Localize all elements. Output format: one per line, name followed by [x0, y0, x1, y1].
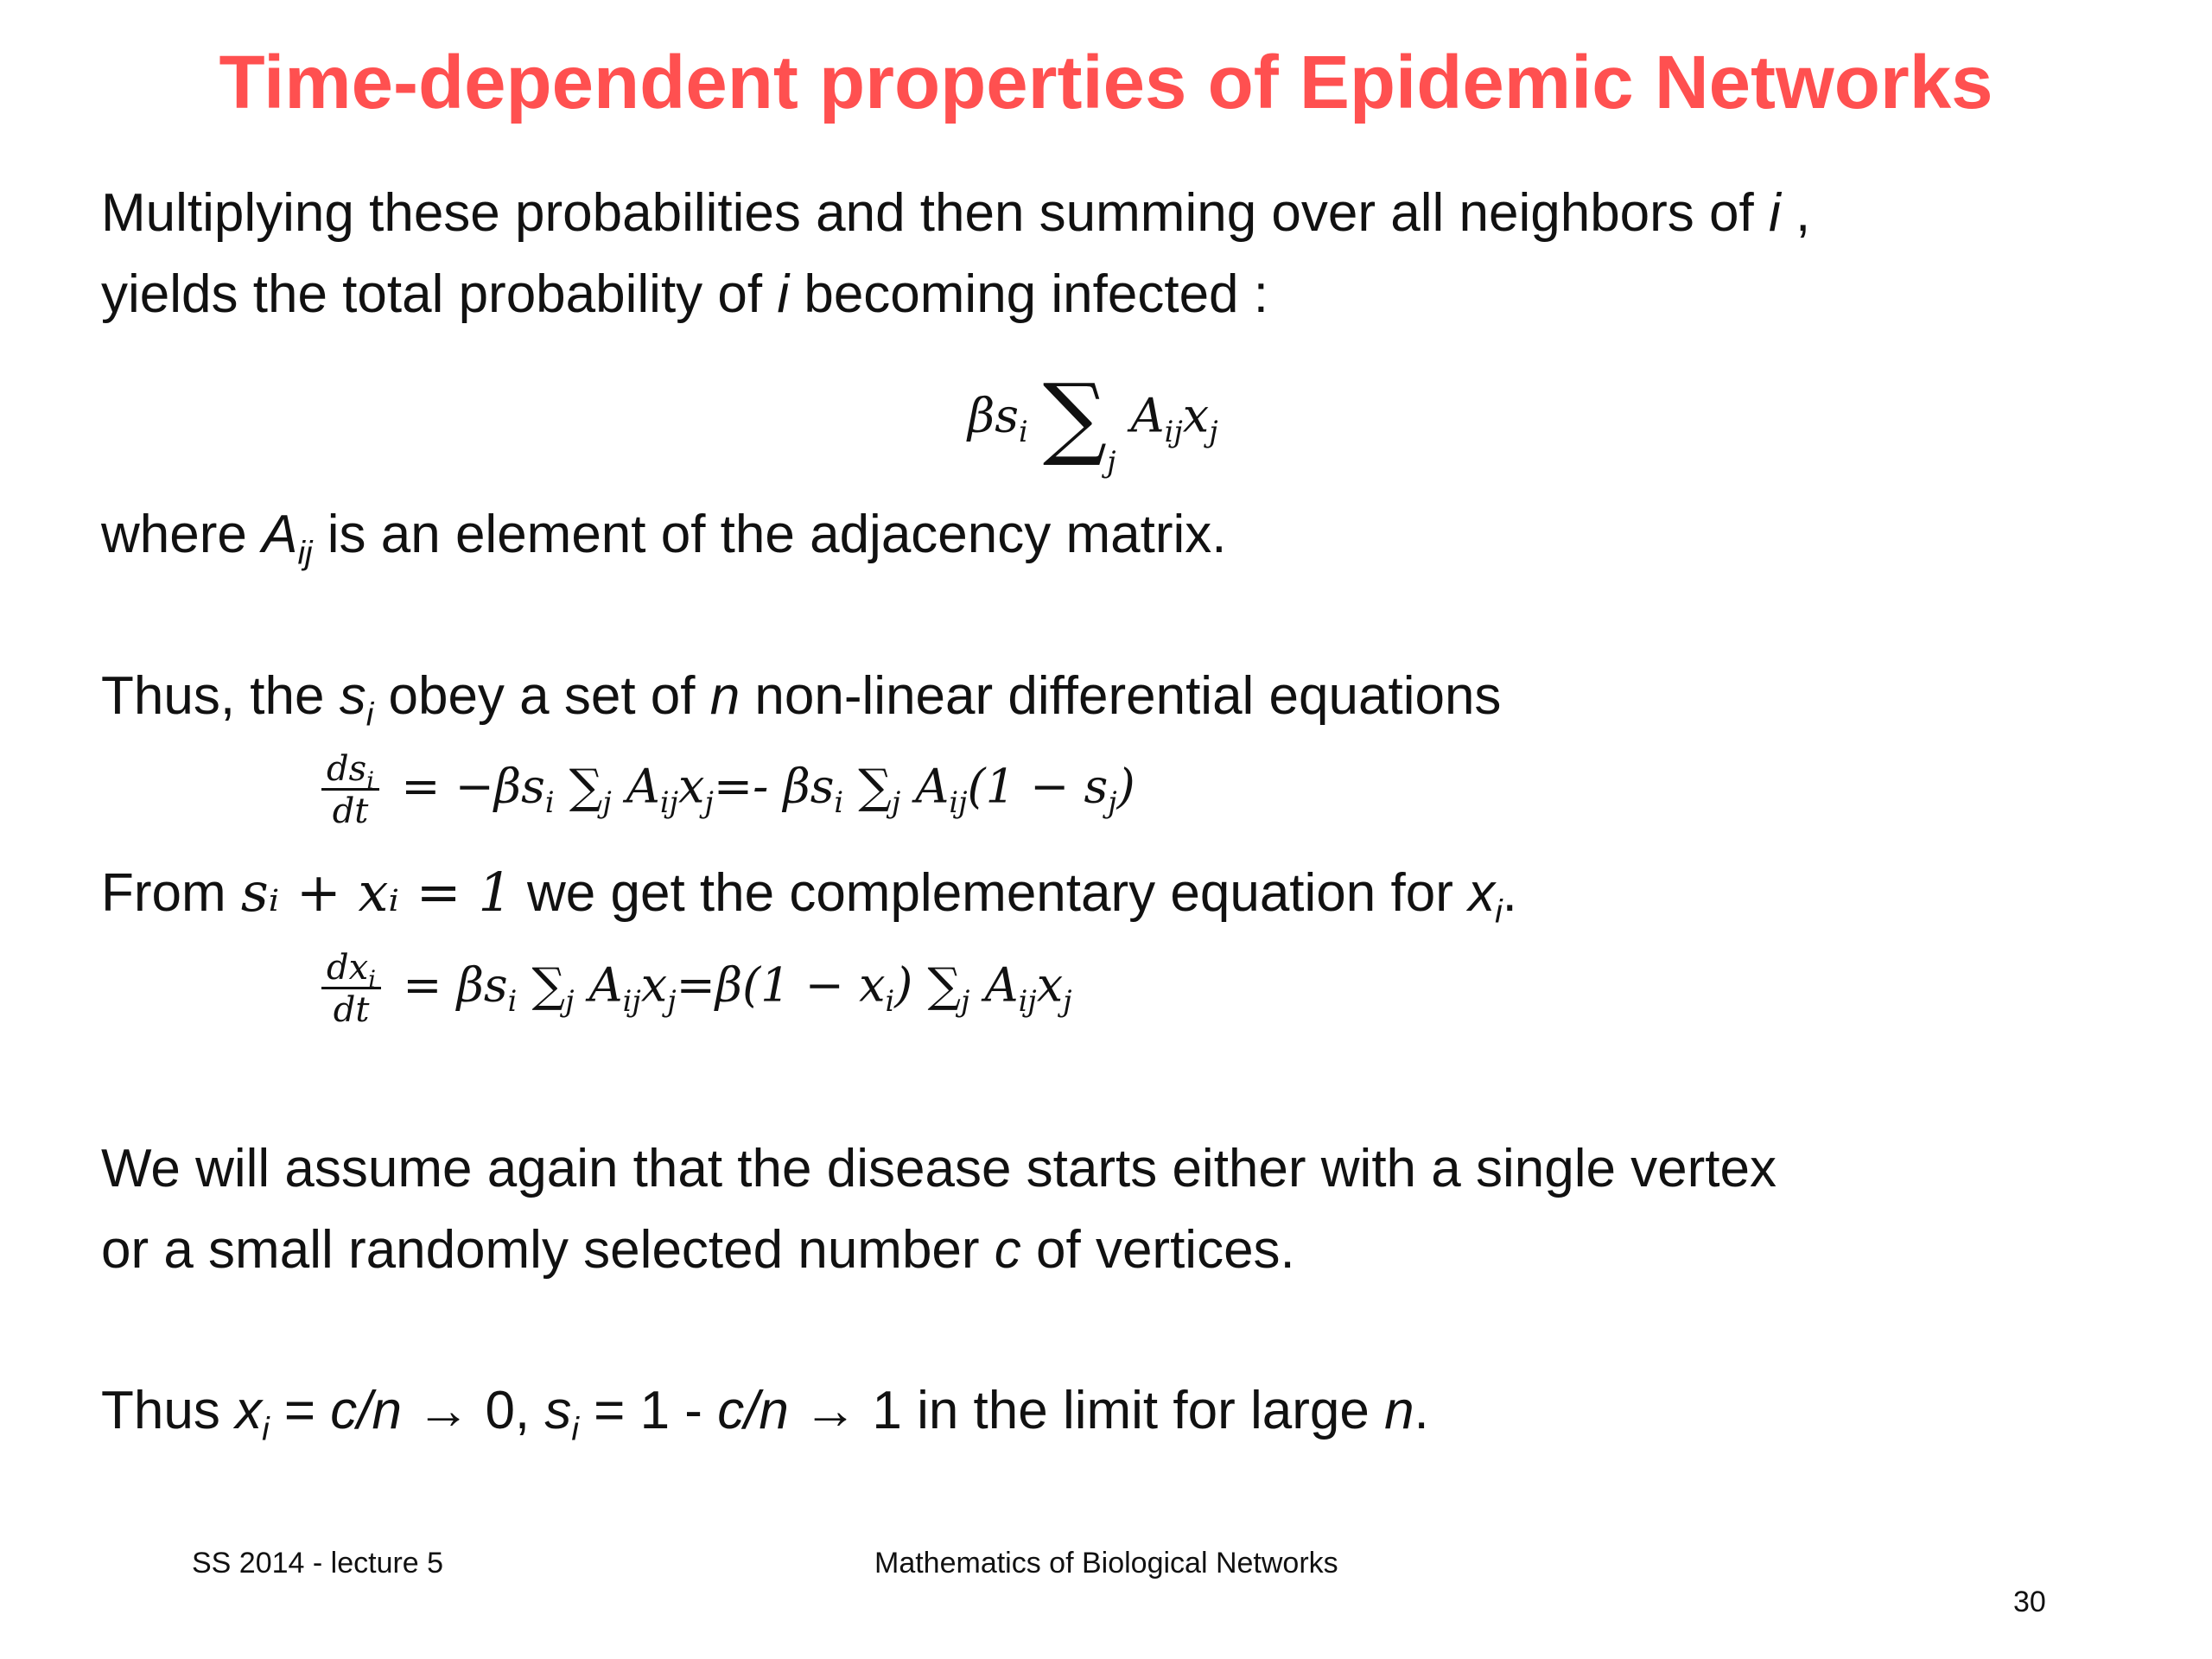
eq-subscript: j — [667, 984, 677, 1019]
eq-subscript: j — [961, 984, 970, 1019]
italic-var: n — [709, 666, 741, 726]
eq-subscript: j — [565, 984, 575, 1019]
paragraph-line-1 — [101, 183, 1811, 243]
text-run: Thus — [101, 1381, 236, 1440]
eq-term: = −βs — [386, 759, 545, 814]
text-run: = 1 - — [578, 1381, 718, 1440]
footer-course: SS 2014 - lecture 5 — [192, 1547, 444, 1580]
inline-equation: sᵢ + xᵢ = 1 — [240, 861, 512, 924]
text-run: is an element of the adjacency matrix. — [312, 505, 1227, 564]
eq-subscript: i — [368, 964, 377, 994]
eq-term: βs — [968, 388, 1019, 443]
eq-subscript: i — [1018, 414, 1028, 448]
eq-subscript: ij — [949, 785, 968, 820]
italic-subscript: i — [571, 1410, 579, 1448]
paragraph-line-7 — [101, 1220, 1295, 1280]
text-run: yields the total probability of — [101, 264, 778, 324]
italic-subscript: i — [365, 696, 374, 734]
eq-term: ) — [1116, 759, 1135, 814]
italic-var: c — [994, 1220, 1021, 1280]
italic-var: s — [339, 666, 366, 726]
text-run: we get the complementary equation for — [512, 863, 1469, 923]
text-run: where — [101, 505, 263, 564]
italic-subscript: i — [1495, 893, 1503, 931]
paragraph-line-8 — [101, 1381, 1429, 1448]
text-run: , — [1780, 183, 1811, 243]
eq-term: =β(1 − x — [676, 957, 886, 1013]
eq-term: = βs — [388, 957, 508, 1013]
eq-term: x — [1036, 957, 1064, 1013]
footer-title: Mathematics of Biological Networks — [874, 1547, 1338, 1580]
italic-var: c/n — [717, 1381, 789, 1440]
eq-term: A — [969, 957, 1019, 1013]
eq-term: dx — [327, 948, 369, 988]
italic-var: x — [1468, 863, 1496, 923]
text-run: . — [1502, 863, 1517, 923]
eq-subscript: j — [1209, 414, 1218, 448]
italic-subscript: ij — [297, 534, 313, 572]
eq-subscript: i — [366, 766, 375, 795]
fraction-denominator: dt — [333, 990, 370, 1030]
paragraph-line-4 — [101, 666, 1502, 734]
fraction-numerator — [321, 749, 379, 795]
text-run: or a small randomly selected number — [101, 1220, 995, 1280]
eq-subscript: j — [602, 785, 612, 820]
eq-subscript: j — [1107, 445, 1116, 480]
eq-subscript: i — [544, 785, 555, 820]
italic-var: n — [1384, 1381, 1414, 1440]
text-run: obey a set of — [373, 666, 710, 726]
paragraph-line-6: We will assume again that the disease starts either with a single vertex — [101, 1139, 1777, 1198]
eq-subscript: j — [704, 785, 714, 820]
eq-term: x — [640, 957, 668, 1013]
italic-var: c/n — [330, 1381, 402, 1440]
fraction-numerator — [321, 948, 381, 994]
eq-term: A — [900, 759, 950, 814]
fraction-ds-dt — [321, 749, 379, 831]
eq-subscript: i — [507, 984, 518, 1019]
italic-subscript: i — [262, 1410, 270, 1448]
eq-subscript: i — [885, 984, 895, 1019]
sum-symbol: ∑ — [843, 759, 892, 814]
text-run: . — [1414, 1381, 1429, 1440]
eq-subscript: j — [1108, 785, 1117, 820]
italic-var: i — [1768, 183, 1781, 243]
eq-subscript: ij — [1164, 414, 1183, 448]
paragraph-line-2 — [101, 264, 1268, 324]
paragraph-line-3 — [101, 505, 1227, 572]
eq-term: x — [1182, 388, 1210, 443]
eq-term: ds — [327, 749, 367, 789]
eq-term: (1 − s — [967, 759, 1109, 814]
sum-symbol: ∑ — [517, 957, 566, 1013]
sum-symbol: ∑ — [554, 759, 603, 814]
text-run: → 1 in the limit for large — [788, 1381, 1385, 1440]
equation-dx-dt — [321, 948, 1072, 1030]
page-number: 30 — [2013, 1586, 2046, 1618]
eq-subscript: j — [891, 785, 901, 820]
text-run: Multiplying these probabilities and then summing over all neighbors of — [101, 183, 1769, 243]
paragraph-line-5 — [101, 861, 1517, 931]
eq-subscript: i — [834, 785, 844, 820]
fraction-denominator: dt — [332, 791, 369, 831]
text-run: From — [101, 863, 241, 923]
italic-var: i — [777, 264, 790, 324]
eq-subscript: ij — [622, 984, 641, 1019]
eq-term: A — [611, 759, 660, 814]
equation-ds-dt — [321, 749, 1135, 831]
fraction-dx-dt — [321, 948, 381, 1030]
eq-term: ) ∑ — [894, 957, 962, 1013]
equation-infection-probability — [968, 364, 1218, 480]
eq-term: A — [1130, 388, 1165, 443]
eq-term: =- βs — [713, 759, 835, 814]
eq-subscript: j — [1063, 984, 1072, 1019]
italic-var: s — [544, 1381, 572, 1440]
text-run: non-linear differential equations — [740, 666, 1502, 726]
slide-title: Time-dependent properties of Epidemic Networks — [219, 41, 1993, 124]
eq-subscript: ij — [1018, 984, 1037, 1019]
italic-var: x — [235, 1381, 263, 1440]
italic-var: A — [262, 505, 298, 564]
text-run: of vertices. — [1020, 1220, 1295, 1280]
eq-term: x — [677, 759, 705, 814]
eq-term: A — [574, 957, 623, 1013]
text-run: → 0, — [402, 1381, 545, 1440]
text-run: = — [269, 1381, 331, 1440]
sum-symbol: ∑ — [1042, 364, 1108, 469]
eq-subscript: ij — [659, 785, 678, 820]
text-run: Thus, the — [101, 666, 340, 726]
text-run: becoming infected : — [789, 264, 1268, 324]
